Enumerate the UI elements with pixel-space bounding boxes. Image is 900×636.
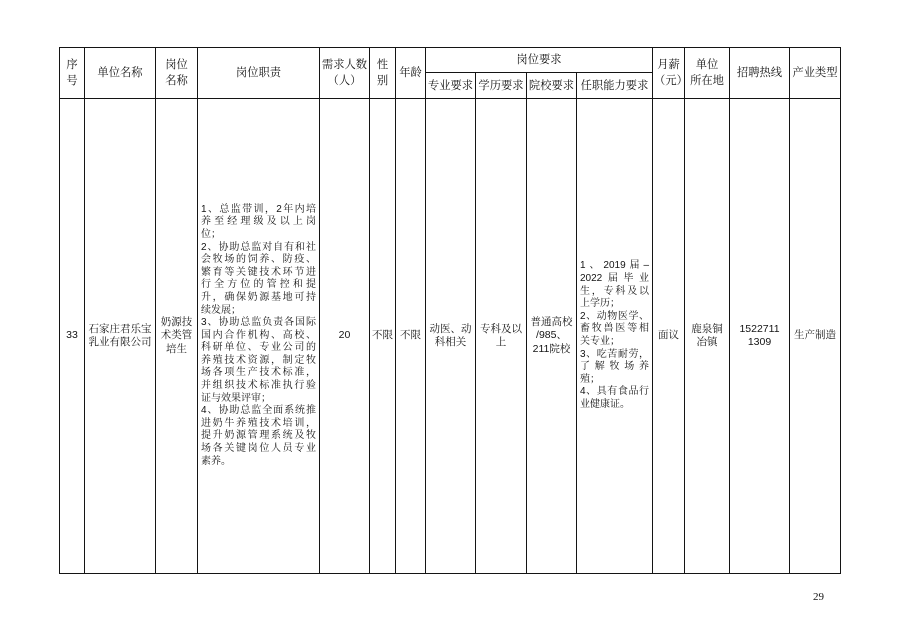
text-line: 行全方位的管控和提: [201, 279, 316, 291]
cell-salary: 面议: [653, 99, 685, 574]
text-line: 进奶牛养殖技术培训，: [201, 417, 316, 429]
header-requirements-group: 岗位要求: [426, 48, 653, 73]
paragraph: [201, 317, 316, 405]
header-duties: 岗位职责: [198, 48, 320, 99]
cell-company: 石家庄君乐宝 乳业有限公司: [85, 99, 156, 574]
header-industry: 产业类型: [790, 48, 841, 99]
text-line: 提升奶源管理系统及牧: [201, 430, 316, 442]
text-line: 畜牧兽医等相: [580, 323, 650, 335]
text-line: 2、协助总监对自有和社: [201, 241, 316, 253]
text-line: 业健康证。: [580, 398, 630, 410]
text-line: 4、具有食品行: [580, 386, 650, 398]
text-line: 了解牧场养: [580, 361, 650, 373]
header-position: 岗位 名称: [156, 48, 198, 99]
text-line: 繁育等关键技术环节进: [201, 266, 316, 278]
text-line: 场各项生产技术标准，: [201, 367, 316, 379]
header-row: [60, 48, 841, 73]
cell-education: 专科及以 上: [476, 99, 527, 574]
text-line: 殖；: [580, 373, 600, 385]
text-line: 科研单位、专业公司的: [201, 342, 316, 354]
header-major: 专业要求: [426, 73, 476, 99]
text-line: 上学历；: [580, 298, 620, 310]
header-seq: 序号: [60, 48, 85, 99]
cell-position: 奶源技 术类管 培生: [156, 99, 198, 574]
text-line: 关专业；: [580, 336, 620, 347]
cell-major: 动医、动 科相关: [426, 99, 476, 574]
header-education: 学历要求: [476, 73, 527, 99]
text-line: 3、协助总监负责各国际: [201, 317, 316, 329]
cell-headcount: 20: [320, 99, 370, 574]
text-line: 续发展；: [201, 304, 241, 316]
cell-competency: [577, 99, 653, 574]
cell-location: 鹿泉铜 冶镇: [685, 99, 730, 574]
header-age: 年龄: [396, 48, 426, 99]
text-line: 生，专科及以: [580, 285, 650, 297]
cell-hotline: 1522711 1309: [730, 99, 790, 574]
text-line: 4、协助总监全面系统推: [201, 405, 316, 417]
header-salary: 月薪 （元）: [653, 48, 685, 99]
paragraph: [580, 260, 649, 310]
cell-school: 普通高校 /985、 211院校: [527, 99, 577, 574]
header-hotline: 招聘热线: [730, 48, 790, 99]
header-gender: 性 别: [370, 48, 396, 99]
table-row: [60, 99, 841, 574]
text-line: 养至经理级及以上岗: [201, 216, 316, 228]
header-company: 单位名称: [85, 48, 156, 99]
cell-industry: 生产制造: [790, 99, 841, 574]
text-line: 会牧场的饲养、防疫、: [201, 254, 316, 266]
header-competency: 任职能力要求: [577, 73, 653, 99]
text-line: 1、总监带训，2年内培: [201, 203, 316, 215]
text-line: 位；: [201, 228, 221, 240]
paragraph: [201, 204, 316, 242]
header-location: 单位 所在地: [685, 48, 730, 99]
paragraph: [580, 386, 649, 411]
duties-text: [201, 204, 316, 468]
cell-seq: 33: [60, 99, 85, 574]
competency-text: [580, 260, 649, 411]
header-headcount: 需求人数 （人）: [320, 48, 370, 99]
page-number: 29: [813, 591, 824, 603]
text-line: 升，确保奶源基地可持: [201, 291, 316, 303]
cell-gender: 不限: [370, 99, 396, 574]
text-line: 1、2019届–: [580, 260, 650, 272]
text-line: 2022届毕业: [580, 273, 650, 285]
paragraph: [201, 405, 316, 468]
cell-duties: [198, 99, 320, 574]
text-line: 并组织技术标准执行验: [201, 380, 316, 392]
text-line: 证与效果评审；: [201, 392, 271, 404]
cell-age: 不限: [396, 99, 426, 574]
header-school: 院校要求: [527, 73, 577, 99]
paragraph: [201, 242, 316, 318]
text-line: 场各关键岗位人员专业: [201, 443, 316, 455]
text-line: 素养。: [201, 455, 231, 467]
text-line: 3、吃苦耐劳，: [580, 348, 650, 360]
text-line: 国内合作机构、高校、: [201, 329, 316, 341]
text-line: 养殖技术资源，制定牧: [201, 354, 316, 366]
job-table: [59, 47, 841, 574]
text-line: 2、动物医学、: [580, 310, 650, 322]
paragraph: [580, 349, 649, 387]
paragraph: [580, 311, 649, 349]
